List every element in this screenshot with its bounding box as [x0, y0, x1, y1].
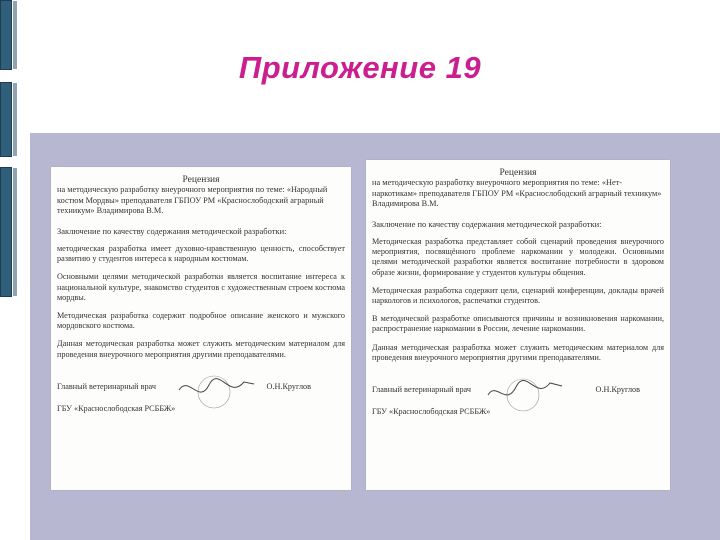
- paragraph: Методическая разработка содержит цели, сценарий конференции, доклады врачей наркологов и психологов, распечатки студентов.: [372, 285, 664, 306]
- review-document-left: [51, 167, 351, 490]
- handwritten-signature: [169, 370, 259, 410]
- paragraph: Основными целями методической разработки является воспитание интереса к национальной культуре, знакомство студентов с художественным строем костюма мордвы.: [57, 272, 345, 302]
- section-title: Заключение по качеству содержания методической разработки:: [372, 218, 602, 229]
- signature-block: [366, 385, 670, 425]
- signer-name: О.Н.Круглов: [266, 381, 311, 391]
- signature-block: [51, 382, 351, 422]
- signer-title: Главный ветеринарный врач: [372, 385, 471, 395]
- bar-segment: [0, 82, 12, 157]
- review-document-right: [366, 160, 670, 490]
- signer-name: О.Н.Круглов: [595, 385, 640, 395]
- paragraph: Данная методическая разработка может служить методическим материалом для проведения внеурочного мероприятия другими преподавателями.: [372, 342, 664, 362]
- paragraph: методическая разработка имеет духовно-нравственную ценность, способствует развитию у студентов интереса к народным костюмам.: [57, 244, 345, 264]
- bar-segment: [0, 167, 12, 297]
- document-heading: Рецензия: [499, 168, 537, 178]
- section-title: Заключение по качеству содержания методической разработки:: [57, 225, 287, 236]
- signer-title: Главный ветеринарный врач: [57, 381, 156, 391]
- handwritten-signature: [478, 373, 568, 413]
- paragraph: Методическая разработка представляет собой сценарий проведения внеурочного мероприятия, посвящённого проблеме наркомании у молодежи. Основными целями методической разработки является воспитание потребности в здоровом образе жизни, формирование у студентов культуры общения.: [372, 237, 664, 277]
- document-subject: на методическую разработку внеурочного мероприятия по теме: «Народный костюм Мордвы» преподавателя ГБПОУ РМ «Краснослободский аграрный техникум» Владимирова В.М.: [57, 185, 328, 215]
- document-heading: Рецензия: [182, 175, 220, 185]
- organization: ГБУ «Краснослободская РСББЖ»: [372, 407, 491, 417]
- document-subject: на методическую разработку внеурочного мероприятия по теме: «Нет-наркотикам» преподавателя ГБПОУ РМ «Краснослободский аграрный техникум» Владимирова В.М.: [372, 178, 662, 208]
- paragraph: Методическая разработка содержит подробное описание женского и мужского мордовского костюма.: [57, 311, 345, 331]
- organization: ГБУ «Краснослободская РСББЖ»: [57, 403, 176, 413]
- paragraph: В методической разработке описываются причины и возникновения наркомании, распространение наркомании в России, лечение наркомании.: [372, 314, 664, 334]
- paragraph: Данная методическая разработка может служить методическим материалом для проведения внеурочного мероприятия другими преподавателями.: [57, 339, 345, 359]
- slide-title: Приложение 19: [238, 50, 482, 85]
